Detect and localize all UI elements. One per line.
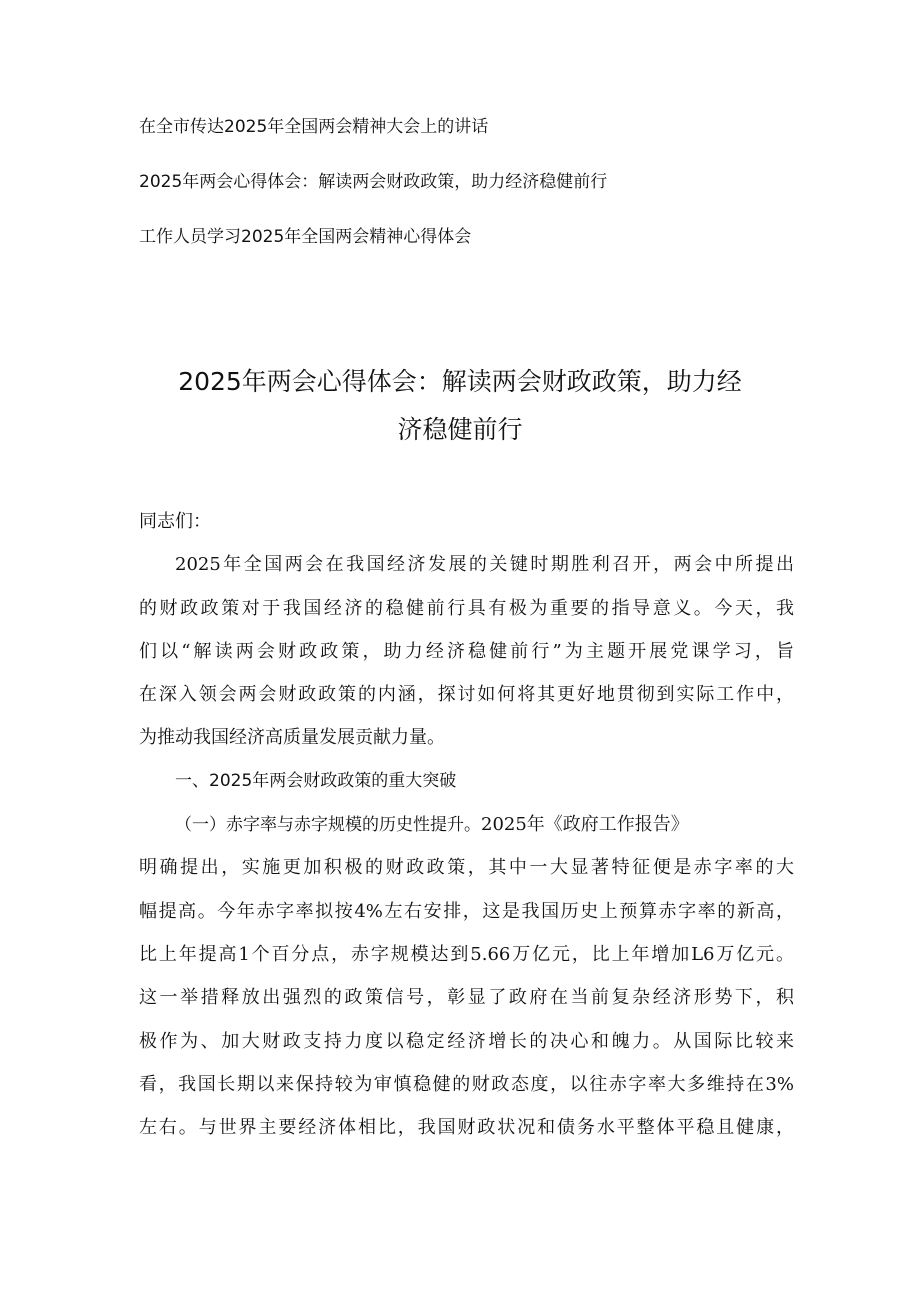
subsection-first-line [139, 803, 794, 846]
paragraph-line: 的财政政策对于我国经济的稳健前行具有极为重要的指导意义。今天，我 [139, 597, 794, 619]
paragraph-line: 为推动我国经济高质量发展贡献力量。 [139, 727, 445, 749]
paragraph-line: 们以“解读两会财政政策，助力经济稳健前行”为主题开展党课学习，旨 [139, 640, 794, 662]
paragraph-line: 2025年全国两会在我国经济发展的关键时期胜利召开，两会中所提出 [175, 554, 794, 576]
paragraph-line: 在深入领会两会财政政策的内涵，探讨如何将其更好地贯彻到实际工作中， [139, 684, 794, 706]
document-title-line-2: 济稳健前行 [397, 415, 523, 444]
subsection-heading: （一）赤字率与赤字规模的历史性提升。 [175, 815, 481, 836]
paragraph-line: 左右。与世界主要经济体相比，我国财政状况和债务水平整体平稳且健康， [139, 1117, 794, 1139]
paragraph-line: 幅提高。今年赤字率拟按4%左右安排，这是我国历史上预算赤字率的新高， [139, 900, 794, 922]
table-of-contents [139, 114, 839, 279]
toc-item[interactable]: 在全市传达2025年全国两会精神大会上的讲话 [139, 117, 489, 137]
document-body [139, 500, 794, 1149]
paragraph-line: 这一举措释放出强烈的政策信号，彰显了政府在当前复杂经济形势下，积 [139, 987, 794, 1009]
paragraph-line: 极作为、加大财政支持力度以稳定经济增长的决心和魄力。从国际比较来 [139, 1030, 794, 1052]
paragraph-fragment: 2025年《政府工作报告》 [481, 814, 689, 836]
toc-item[interactable]: 2025年两会心得体会：解读两会财政政策，助力经济稳健前行 [139, 172, 608, 192]
salutation: 同志们： [139, 511, 211, 532]
document-title [120, 358, 800, 454]
section-heading: 一、2025年两会财政政策的重大突破 [175, 770, 457, 791]
paragraph-line: 看，我国长期以来保持较为审慎稳健的财政态度，以往赤字率大多维持在3% [139, 1073, 794, 1095]
paragraph-line: 明确提出，实施更加积极的财政政策，其中一大显著特征便是赤字率的大 [139, 857, 794, 879]
paragraph-line: 比上年提高1个百分点，赤字规模达到5.66万亿元，比上年增加L6万亿元。 [139, 943, 794, 965]
document-title-line-1: 2025年两会心得体会：解读两会财政政策，助力经 [178, 367, 742, 396]
toc-item[interactable]: 工作人员学习2025年全国两会精神心得体会 [139, 227, 472, 247]
